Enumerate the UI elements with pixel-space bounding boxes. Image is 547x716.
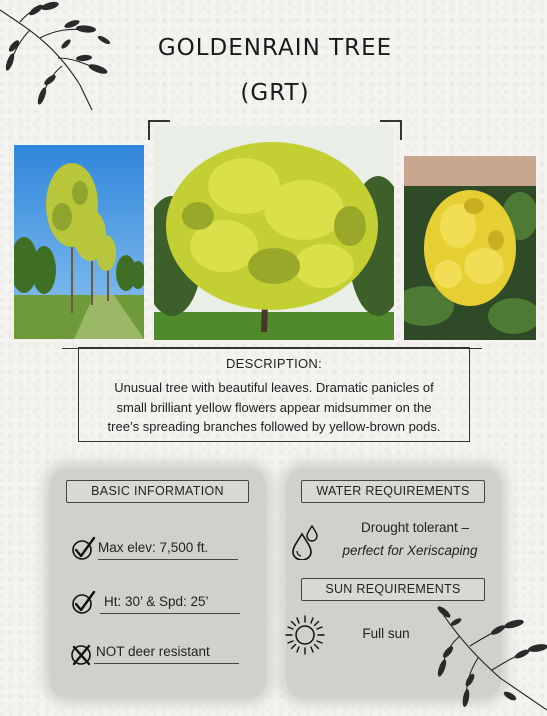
info-elevation-text: Max elev: 7,500 ft.	[98, 540, 209, 555]
photo-frame-corner	[148, 120, 170, 140]
photo-frame-corner	[380, 120, 402, 140]
sun-icon	[284, 614, 326, 656]
x-circle-icon	[70, 642, 96, 668]
description-text	[90, 378, 458, 437]
info-height-spread-text: Ht: 30’ & Spd: 25’	[104, 594, 209, 609]
check-circle-icon	[70, 590, 96, 616]
info-deer-text: NOT deer resistant	[96, 644, 210, 659]
water-text: Drought tolerant –	[360, 520, 470, 535]
description-line: Unusual tree with beautiful leaves. Dramatic panicles of	[114, 380, 434, 395]
info-row-elevation	[70, 536, 250, 562]
check-circle-icon	[70, 536, 96, 562]
yellow-flower-panicle-photo	[404, 156, 536, 340]
sun-text: Full sun	[362, 626, 410, 641]
tree-row-photo	[14, 145, 144, 339]
description-line: tree’s spreading branches followed by yellow-brown pods.	[107, 419, 441, 434]
description-heading: DESCRIPTION:	[225, 356, 323, 371]
water-requirements-label: WATER REQUIREMENTS	[301, 480, 485, 503]
sun-requirements-label: SUN REQUIREMENTS	[301, 578, 485, 601]
botanical-sketch-top-left	[0, 0, 112, 118]
basic-info-label: BASIC INFORMATION	[66, 480, 249, 503]
info-row-height-spread	[70, 590, 250, 616]
water-subtext: perfect for Xeriscaping	[342, 543, 478, 558]
botanical-sketch-bottom-right	[430, 600, 547, 716]
underline	[94, 663, 239, 664]
underline	[98, 559, 238, 560]
goldenrain-tree-photo	[154, 126, 394, 340]
water-drops-icon	[290, 524, 320, 560]
description-line: small brilliant yellow flowers appear midsummer on the	[116, 399, 432, 415]
page-title: GOLDENRAIN TREE	[157, 35, 393, 61]
underline	[100, 613, 240, 614]
page-subtitle: (GRT)	[240, 80, 310, 106]
info-row-deer	[70, 642, 250, 668]
